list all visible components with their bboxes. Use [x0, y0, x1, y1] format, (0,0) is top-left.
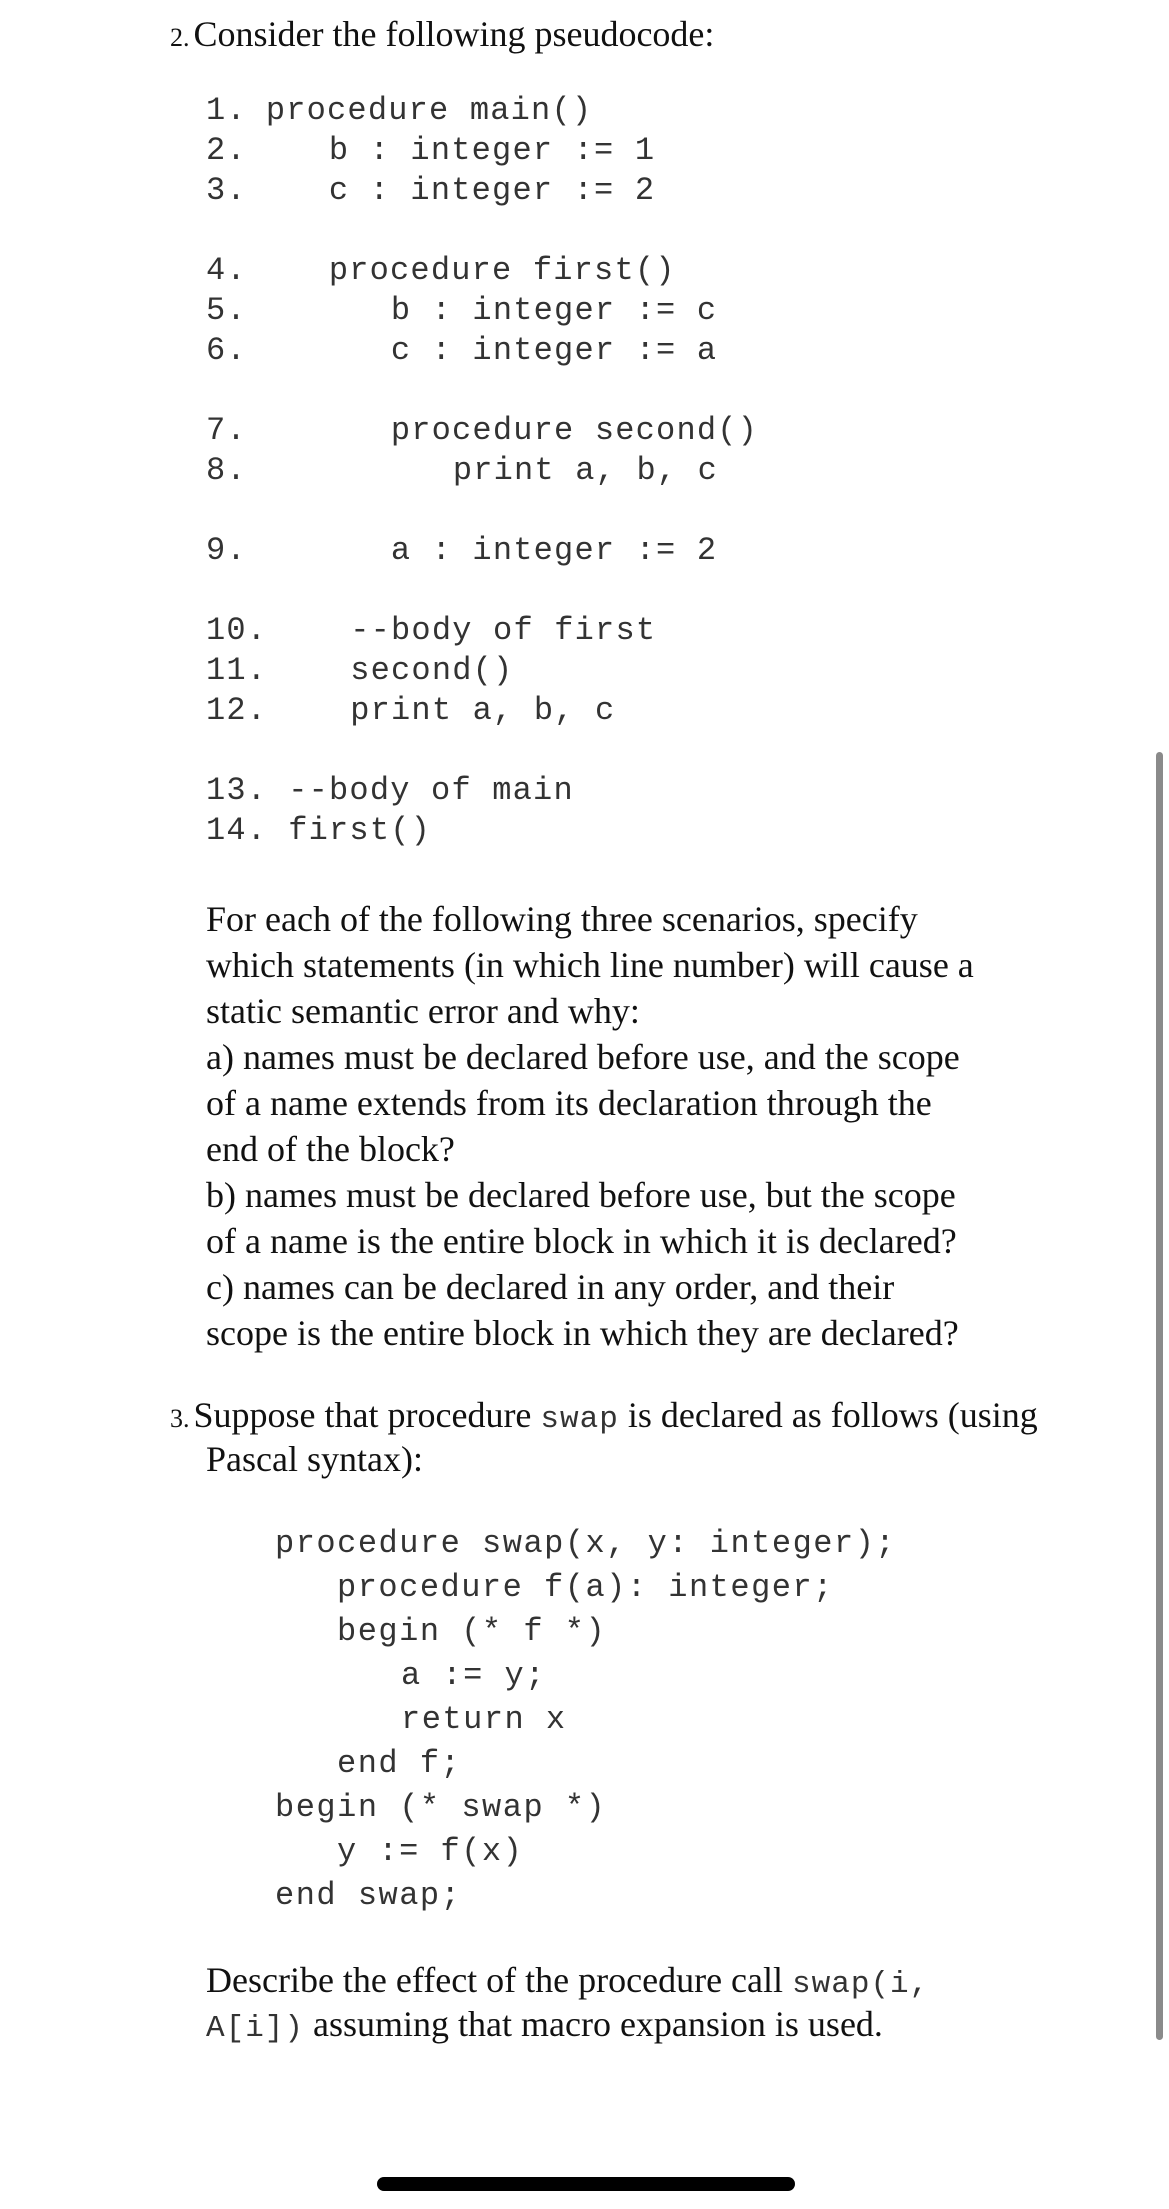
prose-line: of a name extends from its declaration through the [206, 1083, 932, 1123]
code-text: procedure first() [328, 252, 676, 289]
prose-line: b) names must be declared before use, but the scope [206, 1175, 956, 1215]
code-line [206, 531, 717, 571]
code-line [206, 91, 592, 131]
code-text: c : integer := a [390, 332, 718, 369]
code-line [206, 291, 717, 331]
question-3-describe [206, 1958, 929, 2007]
prose-line: a) names must be declared before use, and the scope [206, 1037, 960, 1077]
question-2-heading [170, 12, 714, 60]
prose-line: static semantic error and why: [206, 991, 640, 1031]
question-3-intro-text: is declared as follows (using [627, 1395, 1038, 1435]
code-line: y := f(x) [337, 1833, 524, 1870]
line-number: 4. [206, 252, 247, 289]
prose-line: end of the block? [206, 1129, 455, 1169]
prose-line: scope is the entire block in which they are declared? [206, 1313, 959, 1353]
code-line [206, 811, 431, 851]
line-number: 6. [206, 332, 247, 369]
code-line: end swap; [275, 1877, 462, 1914]
prose-line: For each of the following three scenarios, specify [206, 899, 918, 939]
prose-line: of a name is the entire block in which it is declared? [206, 1221, 957, 1261]
describe-text: assuming that macro expansion is used. [313, 2004, 883, 2044]
question-2-title: Consider the following pseudocode: [193, 14, 715, 54]
code-line [206, 171, 655, 211]
prose-line: which statements (in which line number) will cause a [206, 945, 974, 985]
code-line: end f; [337, 1745, 462, 1782]
line-number: 1. [206, 92, 247, 129]
code-text: b : integer := 1 [328, 132, 656, 169]
code-text: --body of first [350, 612, 657, 649]
home-indicator[interactable] [377, 2177, 795, 2191]
code-line [206, 691, 615, 731]
code-text: a : integer := 2 [390, 532, 718, 569]
code-line [206, 451, 718, 491]
code-text: c : integer := 2 [328, 172, 656, 209]
code-line [206, 251, 676, 291]
question-number: 2. [170, 23, 190, 52]
question-3-intro-line2: Pascal syntax): [206, 1439, 423, 1479]
line-number: 9. [206, 532, 247, 569]
question-2-prose [206, 896, 1066, 1356]
code-line: return x [401, 1701, 567, 1738]
code-line: procedure swap(x, y: integer); [275, 1525, 897, 1562]
code-text: print a, b, c [350, 692, 616, 729]
line-number: 13. [206, 772, 268, 809]
code-text: procedure main() [265, 92, 593, 129]
code-text: --body of main [288, 772, 574, 809]
code-text: print a, b, c [452, 452, 719, 489]
line-number: 5. [206, 292, 247, 329]
code-line [206, 651, 513, 691]
code-text: b : integer := c [390, 292, 718, 329]
code-line [206, 771, 574, 811]
question-number: 3. [170, 1404, 190, 1433]
code-line [206, 131, 655, 171]
line-number: 12. [206, 692, 268, 729]
inline-code: swap [540, 1402, 619, 1437]
line-number: 14. [206, 812, 268, 849]
prose-line: c) names can be declared in any order, and their [206, 1267, 895, 1307]
line-number: 3. [206, 172, 247, 209]
describe-text: Describe the effect of the procedure call [206, 1960, 784, 2000]
question-3-describe-line2 [206, 2002, 883, 2051]
scrollbar[interactable] [1156, 752, 1163, 2040]
line-number: 2. [206, 132, 247, 169]
code-line [206, 611, 656, 651]
code-line: a := y; [401, 1657, 546, 1694]
question-3-heading [170, 1393, 1038, 1442]
code-line [206, 411, 758, 451]
inline-code: A[i]) [206, 2011, 305, 2046]
line-number: 7. [206, 412, 247, 449]
code-text: second() [350, 652, 514, 689]
question-3-intro-text: Suppose that procedure [193, 1395, 532, 1435]
line-number: 11. [206, 652, 268, 689]
inline-code: swap(i, [792, 1967, 930, 2002]
line-number: 10. [206, 612, 268, 649]
code-text: procedure second() [390, 412, 759, 449]
code-line: procedure f(a): integer; [337, 1569, 834, 1606]
code-line: begin (* f *) [337, 1613, 607, 1650]
code-line [206, 331, 717, 371]
code-line: begin (* swap *) [275, 1789, 607, 1826]
code-text: first() [288, 812, 432, 849]
line-number: 8. [206, 452, 247, 489]
